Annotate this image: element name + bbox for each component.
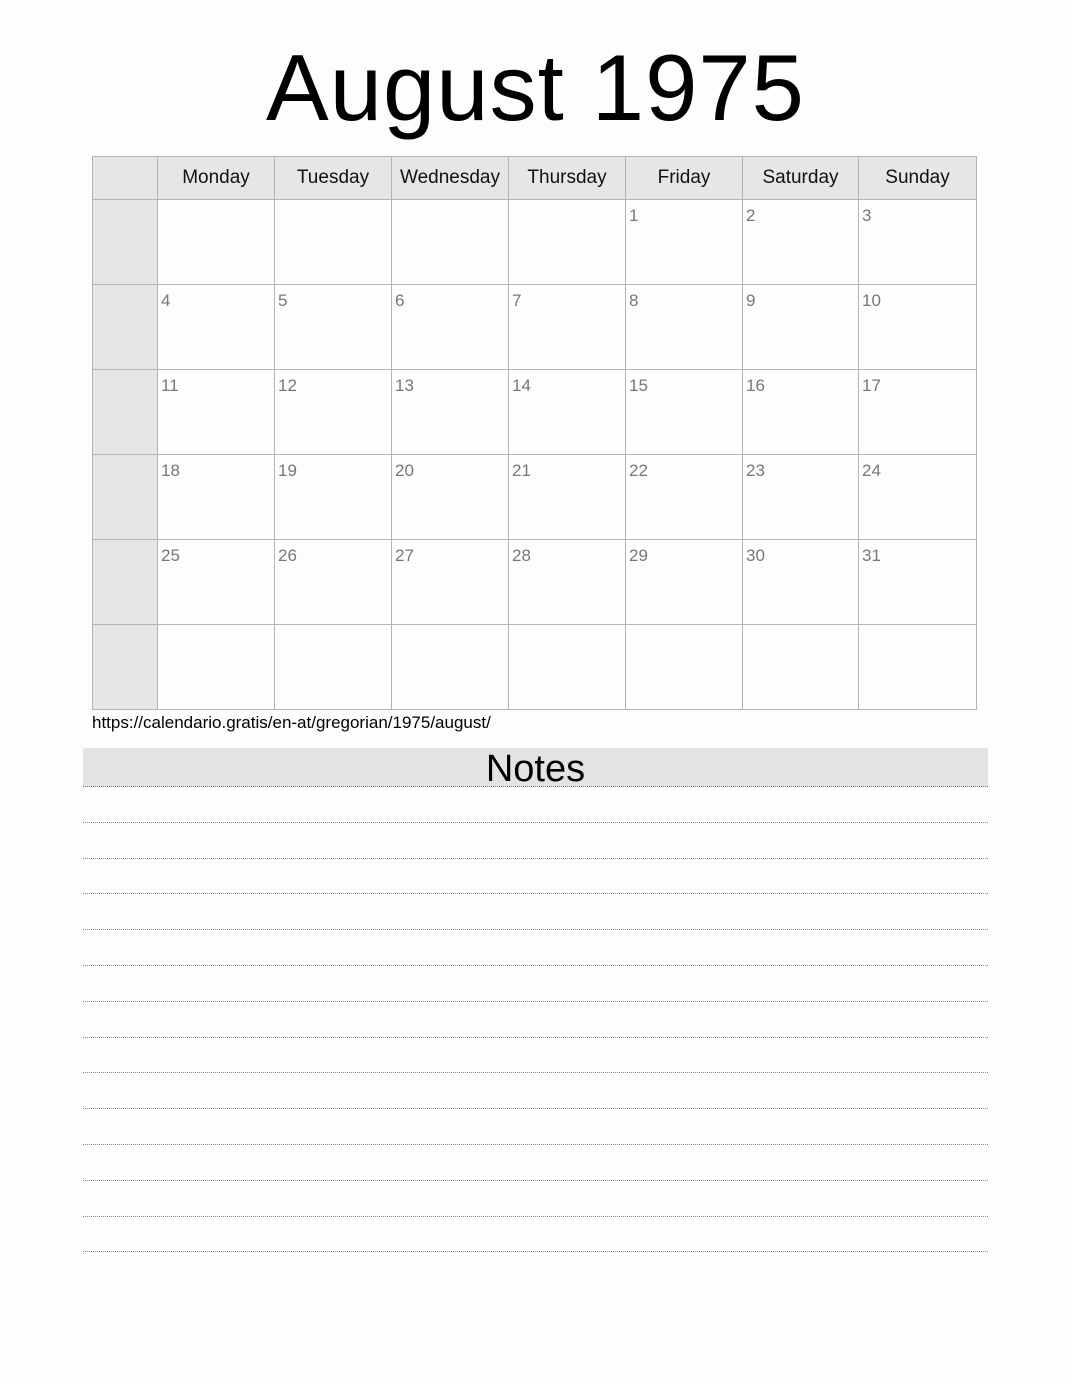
day-number: 27: [395, 546, 414, 565]
week-number-cell: [93, 625, 158, 710]
day-number: 18: [161, 461, 180, 480]
note-line[interactable]: [83, 858, 988, 859]
day-number: 7: [512, 291, 522, 310]
day-number: [509, 625, 625, 631]
day-cell[interactable]: [859, 455, 977, 540]
day-cell[interactable]: [743, 540, 859, 625]
day-cell[interactable]: [392, 455, 509, 540]
day-cell[interactable]: [158, 455, 275, 540]
day-cell[interactable]: [275, 540, 392, 625]
day-cell[interactable]: [859, 200, 977, 285]
day-number: 9: [746, 291, 756, 310]
day-number: 2: [746, 206, 756, 225]
day-cell[interactable]: [158, 625, 275, 710]
day-cell[interactable]: [859, 540, 977, 625]
day-number: [626, 625, 742, 631]
day-cell[interactable]: [392, 285, 509, 370]
source-url: https://calendario.gratis/en-at/gregorian/1975/august/: [92, 713, 491, 732]
day-number: 15: [629, 376, 648, 395]
day-number: 22: [629, 461, 648, 480]
day-number: 5: [278, 291, 288, 310]
day-cell[interactable]: [509, 285, 626, 370]
day-number: 26: [278, 546, 297, 565]
day-number: [743, 625, 858, 631]
day-number: [158, 200, 274, 206]
day-number: 8: [629, 291, 639, 310]
day-cell[interactable]: [626, 285, 743, 370]
note-line[interactable]: [83, 1216, 988, 1217]
day-cell[interactable]: [859, 370, 977, 455]
calendar-grid: [92, 156, 977, 710]
week-number-cell: [93, 285, 158, 370]
weekday-header: Friday: [626, 157, 743, 200]
day-cell[interactable]: [275, 285, 392, 370]
day-cell[interactable]: [743, 370, 859, 455]
day-cell[interactable]: [275, 370, 392, 455]
weekday-header: Wednesday: [392, 157, 509, 200]
note-line[interactable]: [83, 929, 988, 930]
weekday-header: Monday: [158, 157, 275, 200]
week-row: [93, 200, 977, 285]
day-cell[interactable]: [509, 455, 626, 540]
day-cell[interactable]: [626, 370, 743, 455]
day-number: 21: [512, 461, 531, 480]
day-cell[interactable]: [275, 625, 392, 710]
day-cell[interactable]: [743, 200, 859, 285]
weekday-header: Thursday: [509, 157, 626, 200]
page-title: August 1975: [266, 35, 805, 140]
day-cell[interactable]: [509, 370, 626, 455]
note-line[interactable]: [83, 1072, 988, 1073]
day-number: 10: [862, 291, 881, 310]
day-cell[interactable]: [859, 625, 977, 710]
day-number: 24: [862, 461, 881, 480]
day-number: 19: [278, 461, 297, 480]
day-cell[interactable]: [158, 370, 275, 455]
day-number: 20: [395, 461, 414, 480]
note-line[interactable]: [83, 822, 988, 823]
week-number-cell: [93, 455, 158, 540]
week-column-header: [93, 157, 158, 200]
day-cell[interactable]: [392, 370, 509, 455]
day-cell[interactable]: [392, 200, 509, 285]
day-cell[interactable]: [743, 455, 859, 540]
day-number: 4: [161, 291, 171, 310]
week-number-cell: [93, 370, 158, 455]
day-cell[interactable]: [626, 200, 743, 285]
day-cell[interactable]: [859, 285, 977, 370]
day-number: 12: [278, 376, 297, 395]
day-cell[interactable]: [158, 200, 275, 285]
notes-title: Notes: [83, 748, 988, 787]
day-cell[interactable]: [275, 455, 392, 540]
day-cell[interactable]: [743, 625, 859, 710]
day-number: 25: [161, 546, 180, 565]
day-number: 3: [862, 206, 872, 225]
day-cell[interactable]: [626, 540, 743, 625]
day-number: 28: [512, 546, 531, 565]
day-number: 16: [746, 376, 765, 395]
weekday-header: Sunday: [859, 157, 977, 200]
day-cell[interactable]: [743, 285, 859, 370]
day-number: 6: [395, 291, 405, 310]
day-cell[interactable]: [509, 625, 626, 710]
week-row: [93, 455, 977, 540]
day-number: 17: [862, 376, 881, 395]
day-number: [158, 625, 274, 631]
note-line[interactable]: [83, 1001, 988, 1002]
weekday-header: Tuesday: [275, 157, 392, 200]
day-number: 14: [512, 376, 531, 395]
day-cell[interactable]: [392, 540, 509, 625]
note-line[interactable]: [83, 1144, 988, 1145]
day-number: [859, 625, 976, 631]
day-cell[interactable]: [509, 200, 626, 285]
note-line[interactable]: [83, 893, 988, 894]
day-cell[interactable]: [626, 455, 743, 540]
day-number: [275, 200, 391, 206]
note-line[interactable]: [83, 1037, 988, 1038]
day-cell[interactable]: [626, 625, 743, 710]
note-line[interactable]: [83, 1180, 988, 1181]
day-number: [275, 625, 391, 631]
note-line[interactable]: [83, 1251, 988, 1252]
day-number: [392, 200, 508, 206]
note-line[interactable]: [83, 965, 988, 966]
day-cell[interactable]: [275, 200, 392, 285]
day-number: 13: [395, 376, 414, 395]
week-row: [93, 285, 977, 370]
day-number: 1: [629, 206, 639, 225]
weekday-header: Saturday: [743, 157, 859, 200]
week-number-cell: [93, 200, 158, 285]
day-number: 23: [746, 461, 765, 480]
week-row: [93, 370, 977, 455]
day-number: [509, 200, 625, 206]
day-cell[interactable]: [158, 540, 275, 625]
day-number: 29: [629, 546, 648, 565]
day-cell[interactable]: [392, 625, 509, 710]
week-row: [93, 540, 977, 625]
day-cell[interactable]: [158, 285, 275, 370]
week-row: [93, 625, 977, 710]
weekday-header-row: [93, 157, 977, 200]
day-number: 30: [746, 546, 765, 565]
week-number-cell: [93, 540, 158, 625]
day-number: 31: [862, 546, 881, 565]
day-number: [392, 625, 508, 631]
day-cell[interactable]: [509, 540, 626, 625]
day-number: 11: [161, 376, 179, 395]
note-line[interactable]: [83, 1108, 988, 1109]
